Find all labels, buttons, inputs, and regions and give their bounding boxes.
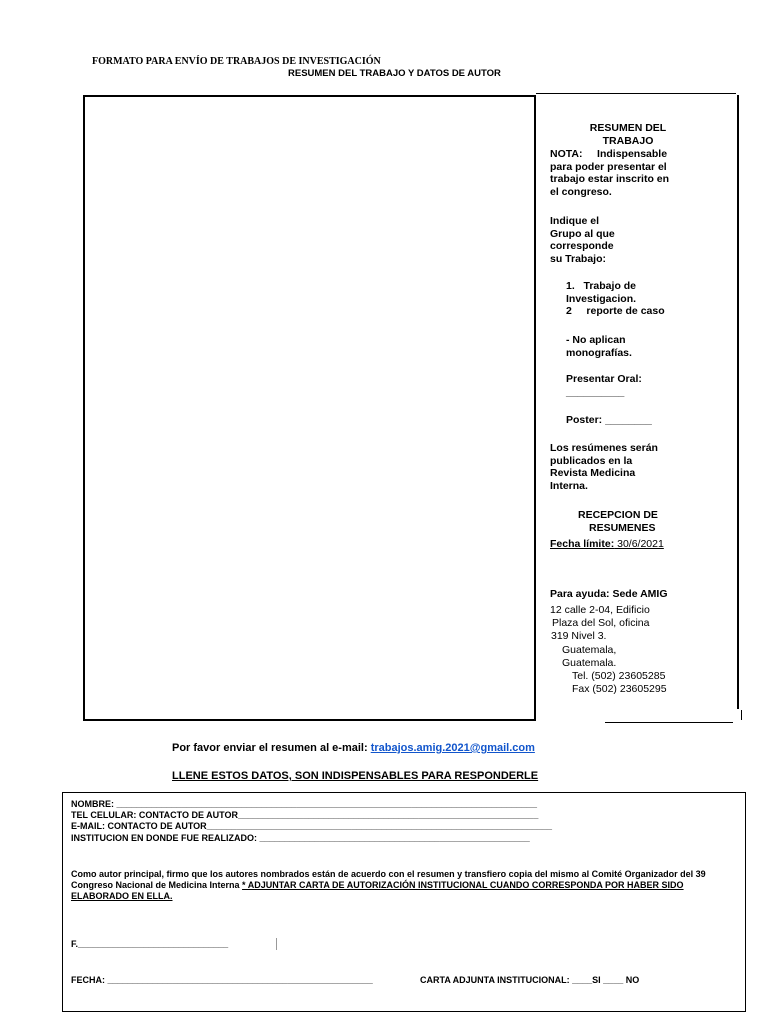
- recepcion-title2: RESUMENES: [589, 522, 656, 534]
- abstract-box: [83, 95, 536, 721]
- institucion-field[interactable]: INSTITUCION EN DONDE FUE REALIZADO: ______________________________________________________: [71, 833, 530, 843]
- no-aplican-line: monografías.: [566, 346, 632, 359]
- box-right-border-tail: [741, 710, 742, 720]
- fecha-limite-value: 30/6/2021: [614, 538, 664, 550]
- sidebar-nota: [550, 148, 690, 198]
- sidebar-title-line: RESUMEN DEL: [589, 122, 667, 134]
- grupo-line: Grupo al que: [550, 227, 615, 240]
- ayuda-title: Para ayuda: Sede AMIG: [550, 588, 668, 600]
- email-field[interactable]: E-MAIL: CONTACTO DE AUTOR_____________________________________________________________________: [71, 821, 553, 831]
- sidebar-no-aplican: [566, 334, 632, 359]
- box-top-border: [536, 93, 736, 94]
- address-line: 12 calle 2-04, Edificio: [550, 604, 650, 616]
- option-line: Investigacion.: [566, 292, 637, 305]
- publicados-line: publicados en la: [550, 454, 633, 467]
- grupo-line: Indique el: [550, 215, 600, 227]
- recepcion-title: RECEPCION DE: [578, 509, 658, 521]
- address-line: Plaza del Sol, oficina: [552, 617, 650, 630]
- box-bottom-border: [605, 722, 733, 723]
- email-instruction: [172, 742, 535, 754]
- email-prompt: Por favor enviar el resumen al e-mail:: [172, 742, 371, 754]
- fecha-field[interactable]: FECHA: _____________________________________________________: [71, 975, 373, 985]
- publicados-line: Interna.: [550, 479, 588, 492]
- fecha-limite: [550, 538, 664, 551]
- address-line: Tel. (502) 23605285: [572, 670, 666, 683]
- option-line: 2 reporte de caso: [566, 305, 665, 317]
- fill-notice: LLENE ESTOS DATOS, SON INDISPENSABLES PARA RESPONDERLE: [172, 770, 539, 782]
- grupo-line: su Trabajo:: [550, 252, 607, 265]
- address-line: Fax (502) 23605295: [572, 683, 667, 696]
- address-line: Guatemala,: [562, 643, 617, 656]
- grupo-line: corresponde: [550, 240, 614, 252]
- authorization-paragraph: [71, 869, 731, 902]
- sidebar-options: [566, 280, 665, 318]
- header-subtitle: RESUMEN DEL TRABAJO Y DATOS DE AUTOR: [288, 68, 501, 79]
- carta-adjunta-field[interactable]: CARTA ADJUNTA INSTITUCIONAL: ____SI ____ NO: [420, 975, 640, 985]
- nota-line: NOTA: Indispensable: [550, 148, 668, 160]
- address-line: 319 Nivel 3.: [551, 630, 607, 643]
- header-title: FORMATO PARA ENVÍO DE TRABAJOS DE INVESTIGACIÓN: [92, 56, 381, 67]
- poster: Poster: ________: [566, 414, 652, 426]
- no-aplican-line: - No aplican: [566, 334, 626, 346]
- sidebar-grupo: [550, 215, 615, 265]
- publicados-line: Revista Medicina: [550, 467, 636, 479]
- sidebar-title-line: TRABAJO: [602, 134, 654, 147]
- authorization-text: Como autor principal, firmo que los autores nombrados están de acuerdo con el resumen y transfiero copia del mismo al Comité Organizador del 39 Congreso Nacional de Medicina Interna: [71, 869, 706, 890]
- nombre-field[interactable]: NOMBRE: ____________________________________________________________________________________: [71, 799, 537, 809]
- authorization-note: * ADJUNTAR CARTA DE AUTORIZACIÓN INSTITUCIONAL CUANDO CORRESPONDA POR HABER SIDO ELABORADO EN ELLA.: [71, 880, 684, 901]
- nota-line: trabajo estar inscrito en: [550, 173, 670, 185]
- sidebar-address: [550, 604, 667, 696]
- nota-line: el congreso.: [550, 185, 612, 198]
- address-line: Guatemala.: [562, 656, 617, 669]
- box-right-border: [737, 95, 739, 709]
- option-line: 1. Trabajo de: [566, 280, 637, 292]
- fecha-limite-label: Fecha límite:: [550, 538, 615, 550]
- signature-field[interactable]: F.______________________________: [71, 939, 229, 949]
- sidebar-publicados: [550, 442, 658, 492]
- oral-blank: __________: [566, 386, 625, 398]
- field-separator: [276, 938, 277, 950]
- presentar-oral: Presentar Oral:: [566, 373, 642, 385]
- email-link[interactable]: trabajos.amig.2021@gmail.com: [370, 742, 535, 754]
- tel-field[interactable]: TEL CELULAR: CONTACTO DE AUTOR____________________________________________________________: [71, 810, 539, 820]
- publicados-line: Los resúmenes serán: [550, 442, 658, 454]
- nota-line: para poder presentar el: [550, 160, 667, 173]
- sidebar-title: [550, 122, 706, 147]
